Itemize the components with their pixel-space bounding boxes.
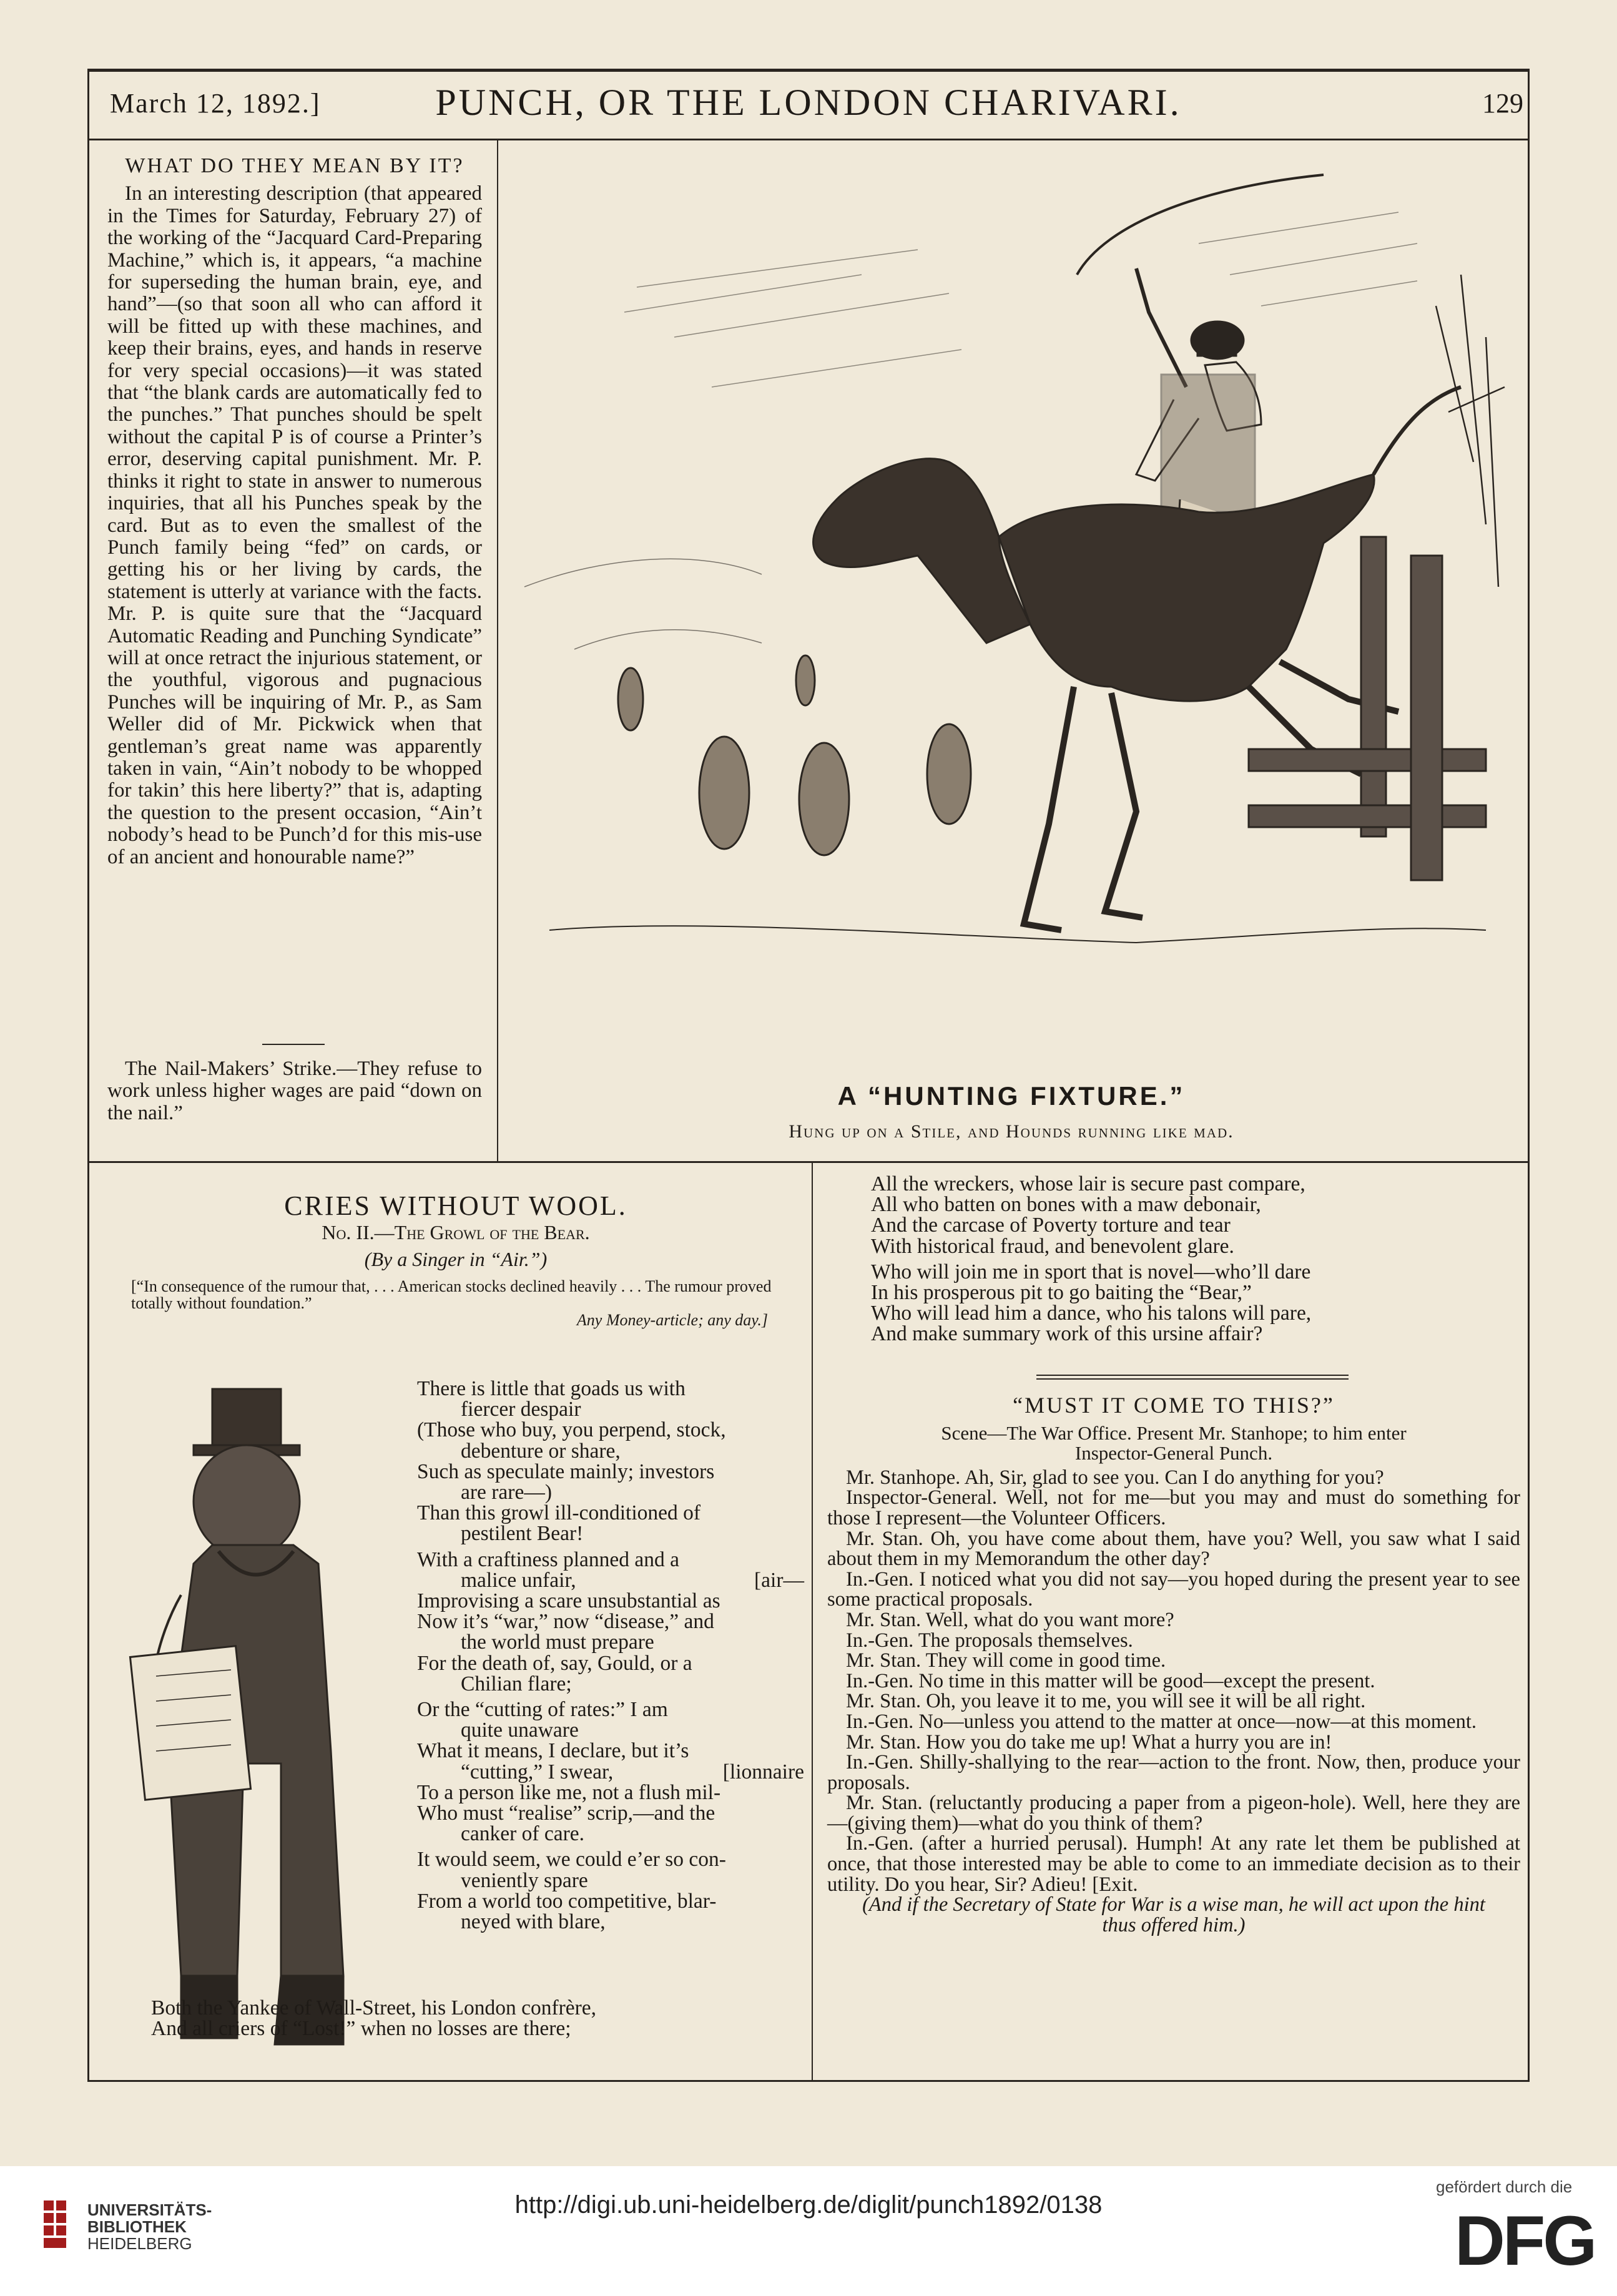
must-it-come-to-this bbox=[827, 1395, 1520, 1935]
verse-line: Than this growl ill-conditioned of bbox=[417, 1501, 701, 1525]
mid-rule bbox=[87, 1161, 1530, 1163]
verse-line: malice unfair, [air— bbox=[461, 1568, 804, 1592]
dialogue-line: Mr. Stanhope. Ah, Sir, glad to see you. Can I do anything for you? bbox=[846, 1466, 1384, 1489]
verse-line: “cutting,” I swear, [lionnaire bbox=[461, 1760, 804, 1783]
article-nail-makers bbox=[107, 1058, 482, 1124]
verse-line: It would seem, we could e’er so con- bbox=[417, 1848, 726, 1872]
footer-band bbox=[0, 2166, 1617, 2296]
verse-line: neyed with blare, bbox=[461, 1910, 606, 1934]
nail-makers-body: The Nail-Makers’ Strike.—They refuse to work unless higher wages are paid “down on the nail.” bbox=[107, 1057, 482, 1124]
university-name-line: HEIDELBERG bbox=[87, 2234, 192, 2253]
verse-line: Who will lead him a dance, who his talons will pare, bbox=[871, 1302, 1312, 1325]
verse-line: All who batten on bones with a maw debonair, bbox=[871, 1193, 1261, 1217]
verse-line: With historical fraud, and benevolent glare. bbox=[871, 1234, 1234, 1258]
bottom-rule bbox=[87, 2080, 1530, 2082]
dialogue-line: In.-Gen. (after a hurried perusal). Humph! At any rate let them be published at once, that those interested may be able to come to an immediate decision as to their utility. Do you hear, Sir? Adieu! [Exit. bbox=[827, 1832, 1520, 1896]
dialogue-line: Mr. Stan. Oh, you have come about them, have you? Well, you saw what I said about them in my Memorandum the other day? bbox=[827, 1527, 1520, 1571]
university-name-line: UNIVERSITÄTS- bbox=[87, 2200, 212, 2219]
article-what-do-they-mean bbox=[107, 155, 482, 868]
dfg-logo: DFG bbox=[1455, 2202, 1595, 2280]
verse-line: fiercer despair bbox=[461, 1398, 581, 1421]
hunting-cartoon bbox=[512, 150, 1511, 1074]
dialogue-line: Mr. Stan. (reluctantly producing a paper from a pigeon-hole). Well, here they are—(giving them)—what do you think of them? bbox=[827, 1792, 1520, 1835]
right-border bbox=[1528, 69, 1530, 2082]
verse-line: To a person like me, not a flush mil- bbox=[417, 1780, 721, 1804]
verse-line: Or the “cutting of rates:” I am bbox=[417, 1698, 668, 1722]
verse-line: debenture or share, bbox=[461, 1439, 621, 1463]
verse-line: With a craftiness planned and a bbox=[417, 1548, 680, 1571]
cartoon-subtitle: Hung up on a Stile, and Hounds running like mad. bbox=[789, 1121, 1234, 1142]
left-border bbox=[87, 69, 89, 2082]
short-divider bbox=[262, 1044, 325, 1045]
verse-line: And make summary work of this ursine affair? bbox=[871, 1322, 1263, 1346]
must-scene-2: Inspector-General Punch. bbox=[1074, 1442, 1273, 1464]
stanza-1 bbox=[417, 1378, 804, 1544]
cartoon-title: A “HUNTING FIXTURE.” bbox=[837, 1081, 1186, 1111]
verse-line: canker of care. bbox=[461, 1822, 585, 1846]
verse-line: Chilian flare; bbox=[461, 1672, 572, 1695]
source-url[interactable]: http://digi.ub.uni-heidelberg.de/diglit/punch1892/0138 bbox=[514, 2191, 1103, 2219]
dialogue-line: In.-Gen. No time in this matter will be good—except the present. bbox=[846, 1669, 1375, 1692]
stanza-2 bbox=[417, 1549, 804, 1694]
cries-without-wool bbox=[106, 1190, 805, 1334]
verse-line: Now it’s “war,” now “disease,” and bbox=[417, 1610, 714, 1634]
double-rule bbox=[1036, 1378, 1349, 1380]
cries-title: CRIES WITHOUT WOOL. bbox=[284, 1190, 627, 1221]
dialogue-line: Mr. Stan. Well, what do you want more? bbox=[846, 1608, 1174, 1631]
bear-cartoon bbox=[119, 1376, 412, 2063]
article-title: WHAT DO THEY MEAN BY IT? bbox=[125, 154, 464, 177]
dialogue-line: In.-Gen. The proposals themselves. bbox=[846, 1629, 1133, 1652]
verse-line: quite unaware bbox=[461, 1719, 579, 1742]
verse-line: pestilent Bear! bbox=[461, 1522, 584, 1546]
verse-line: What it means, I declare, but it’s bbox=[417, 1739, 689, 1763]
dialogue-line: In.-Gen. No—unless you attend to the matter at once—now—at this moment. bbox=[846, 1710, 1477, 1733]
verse-line: Improvising a scare unsubstantial as bbox=[417, 1589, 720, 1613]
dialogue-line: Mr. Stan. They will come in good time. bbox=[846, 1649, 1166, 1672]
verse-line: There is little that goads us with bbox=[417, 1377, 686, 1400]
verse-line: And all criers of “Lost!” when no losses are there; bbox=[151, 2017, 571, 2041]
cries-byline: (By a Singer in “Air.”) bbox=[364, 1248, 548, 1271]
university-name-line: BIBLIOTHEK bbox=[87, 2217, 187, 2236]
article-body: In an interesting description (that appeared in the Times for Saturday, February 27) of the working of the “Jacquard Card-Preparing Machine,” which is, it appears, “a machine for superseding the human brain, eye, and hand”—(so that soon all who can afford it will be fitted up with these machines, and keep their brains, eyes, and hands in reserve for very special occasions)—it was stated that “the blank cards are automatically fed to the punches.” That punches should be spelt without the capital P is of course a Printer’s error, deserving capital punishment. Mr. P. thinks it right to state in answer to numerous inquiries, that all his Punches speak by the card. But as to even the smallest of the Punch family being “fed” on cards, or getting his or her living by cards, the statement is utterly at variance with the facts. Mr. P. is quite sure that the “Jacquard Automatic Reading and Punching Syndicate” will at once retract the injurious statement, or the youthful, vigorous and pugnacious Punches will be inquiring of Mr. P., as Sam Weller did of Mr. Pickwick when that gentleman’s great name was apparently taken in vain, “Ain’t nobody to be whopped for takin’ this here liberty?” that is, adapting the question to the present occasion, “Ain’t nobody’s head to be Punch’d for this mis-use of an ancient and honourable name?” bbox=[107, 182, 482, 868]
must-title: “MUST IT COME TO THIS?” bbox=[1013, 1393, 1335, 1418]
dialogue-line: Mr. Stan. How you do take me up! What a hurry you are in! bbox=[846, 1730, 1332, 1754]
cries-stanzas-right bbox=[871, 1174, 1520, 1345]
cries-epigraph-source: Any Money-article; any day.] bbox=[576, 1310, 768, 1329]
col-rule-top bbox=[497, 140, 498, 1161]
must-closing: (And if the Secretary of State for War is a wise man, he will act upon the hint thus offered him.) bbox=[862, 1893, 1485, 1936]
page-number: 129 bbox=[1482, 88, 1523, 119]
stanza-6 bbox=[871, 1262, 1520, 1345]
dialogue-line: Inspector-General. Well, not for me—but you may and must do something for those I represent—the Volunteer Officers. bbox=[827, 1486, 1520, 1529]
verse-line: Such as speculate mainly; investors bbox=[417, 1460, 715, 1483]
header-rule bbox=[87, 139, 1530, 140]
col-rule-bottom bbox=[812, 1163, 813, 2081]
top-rule bbox=[87, 69, 1530, 72]
cries-epigraph: [“In consequence of the rumour that, . . . American stocks declined heavily . . . The rumour proved totally without foundation.” bbox=[131, 1277, 772, 1312]
cries-subtitle: No. II.—The Growl of the Bear. bbox=[322, 1221, 590, 1244]
double-rule bbox=[1036, 1375, 1349, 1376]
dialogue-line: In.-Gen. Shilly-shallying to the rear—action to the front. Now, then, produce your proposals. bbox=[827, 1751, 1520, 1794]
stanza-3 bbox=[417, 1699, 804, 1844]
verse-line: Who must “realise” scrip,—and the bbox=[417, 1802, 715, 1825]
verse-line: (Those who buy, you perpend, stock, bbox=[417, 1418, 726, 1442]
verse-line: the world must prepare bbox=[461, 1631, 654, 1654]
cries-stanzas-left bbox=[417, 1378, 804, 1932]
must-scene: Scene—The War Office. Present Mr. Stanhope; to him enter bbox=[941, 1421, 1407, 1444]
verse-line: are rare—) bbox=[461, 1481, 552, 1504]
dialogue-line: Mr. Stan. Oh, you leave it to me, you will see it will be all right. bbox=[846, 1690, 1366, 1713]
dialogue-line: In.-Gen. I noticed what you did not say—you hoped during the present year to see some practical proposals. bbox=[827, 1567, 1520, 1611]
verse-line: And the carcase of Poverty torture and tear bbox=[871, 1214, 1231, 1237]
funded-by-label: gefördert durch die bbox=[1436, 2177, 1573, 2196]
verse-line: In his prosperous pit to go baiting the “Bear,” bbox=[871, 1281, 1252, 1305]
stanza-4 bbox=[417, 1849, 804, 1932]
verse-line: For the death of, say, Gould, or a bbox=[417, 1651, 692, 1675]
header-title: PUNCH, OR THE LONDON CHARIVARI. bbox=[435, 82, 1182, 123]
header-date: March 12, 1892.] bbox=[110, 88, 321, 119]
verse-line: All the wreckers, whose lair is secure past compare, bbox=[871, 1172, 1305, 1195]
verse-line: From a world too competitive, blar- bbox=[417, 1889, 717, 1913]
cries-stanza-4-end bbox=[151, 1998, 807, 2039]
stanza-5 bbox=[871, 1174, 1520, 1257]
verse-line: Both the Yankee of Wall-Street, his London confrère, bbox=[151, 1996, 597, 2019]
verse-line: Who will join me in sport that is novel—who’ll dare bbox=[871, 1260, 1311, 1283]
verse-line: veniently spare bbox=[461, 1868, 588, 1892]
